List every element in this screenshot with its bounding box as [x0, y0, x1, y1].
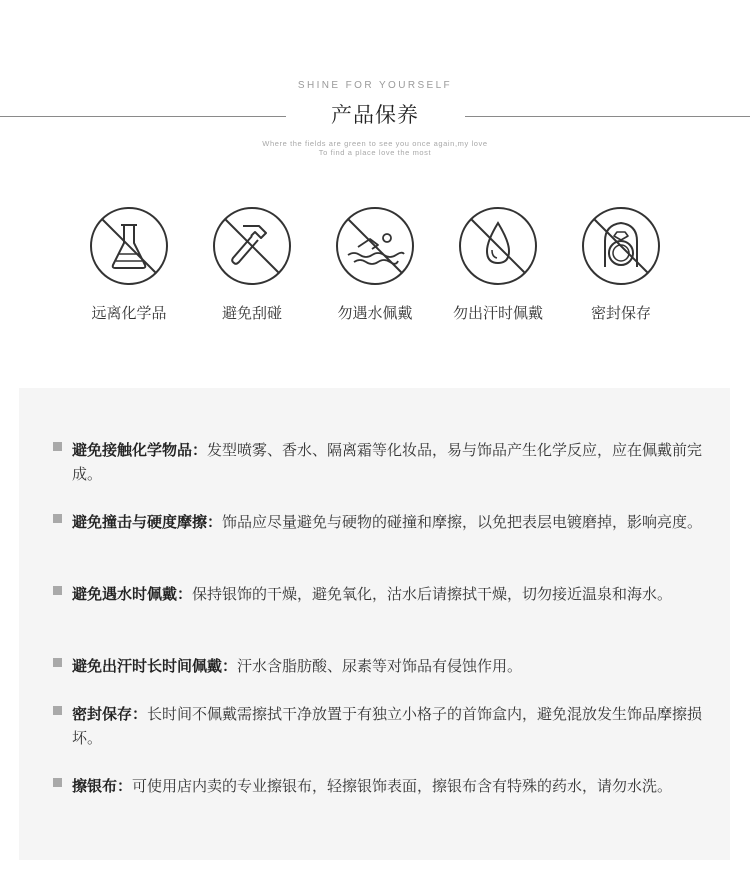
care-icon-item: [187, 205, 317, 335]
care-item-description: 保持银饰的干燥，避免氧化，沽水后请擦拭干燥，切勿接近温泉和海水。: [192, 585, 673, 603]
care-instructions-panel: [19, 388, 730, 860]
care-item-term: 密封保存：: [72, 705, 148, 723]
hammer-icon: [211, 205, 293, 287]
care-item-text: [72, 654, 712, 678]
care-icon-label: 远离化学品: [91, 304, 167, 322]
square-bullet-icon: [53, 442, 62, 451]
care-item-description: 可使用店内卖的专业擦银布，轻擦银饰表面，擦银布含有特殊的药水，请勿水洗。: [132, 777, 673, 795]
section-header: [0, 0, 750, 190]
square-bullet-icon: [53, 706, 62, 715]
care-icon-item: [433, 205, 563, 335]
care-icon-item: [556, 205, 686, 335]
care-item-description: 长时间不佩戴需擦拭干净放置于有独立小格子的首饰盒内，避免混放发生饰品摩擦损坏。: [72, 705, 703, 747]
care-item-term: 避免遇水时佩戴：: [72, 585, 193, 603]
eyebrow-text: SHINE FOR YOURSELF: [297, 80, 453, 91]
care-item-text: [72, 702, 712, 750]
care-item-text: [72, 582, 712, 606]
care-icon-item: [64, 205, 194, 335]
square-bullet-icon: [53, 586, 62, 595]
title-row: [0, 100, 750, 132]
care-item-term: 避免撞击与硬度摩擦：: [72, 513, 223, 531]
care-icon-item: [310, 205, 440, 335]
care-icon-label: 密封保存: [590, 304, 651, 322]
square-bullet-icon: [53, 658, 62, 667]
ring-icon: [580, 205, 662, 287]
care-item-text: [72, 774, 712, 798]
title-divider-right: [465, 116, 750, 117]
page-title: 产品保养: [331, 103, 419, 127]
care-item-description: 饰品应尽量避免与硬物的碰撞和摩擦，以免把表层电镀磨掉，影响亮度。: [222, 513, 703, 531]
square-bullet-icon: [53, 514, 62, 523]
care-item-description: 汗水含脂肪酸、尿素等对饰品有侵蚀作用。: [237, 657, 523, 675]
square-bullet-icon: [53, 778, 62, 787]
subtitle-line-1: Where the fields are green to see you once again,my love: [262, 139, 488, 148]
care-item-term: 擦银布：: [72, 777, 133, 795]
care-icon-label: 勿遇水佩戴: [337, 304, 413, 322]
care-icons-row: [0, 205, 750, 345]
water-drop-icon: [457, 205, 539, 287]
care-icon-label: 勿出汗时佩戴: [452, 304, 543, 322]
care-item-description: 发型喷雾、香水、隔离霜等化妆品，易与饰品产生化学反应，应在佩戴前完成。: [72, 441, 703, 483]
subtitle-line-2: To find a place love the most: [318, 148, 432, 157]
chemical-flask-icon: [88, 205, 170, 287]
care-item-text: [72, 438, 712, 486]
care-item-text: [72, 510, 712, 534]
care-icon-label: 避免刮碰: [221, 304, 282, 322]
swimmer-icon: [334, 205, 416, 287]
care-item-term: 避免出汗时长时间佩戴：: [72, 657, 238, 675]
care-item-term: 避免接触化学物品：: [72, 441, 208, 459]
